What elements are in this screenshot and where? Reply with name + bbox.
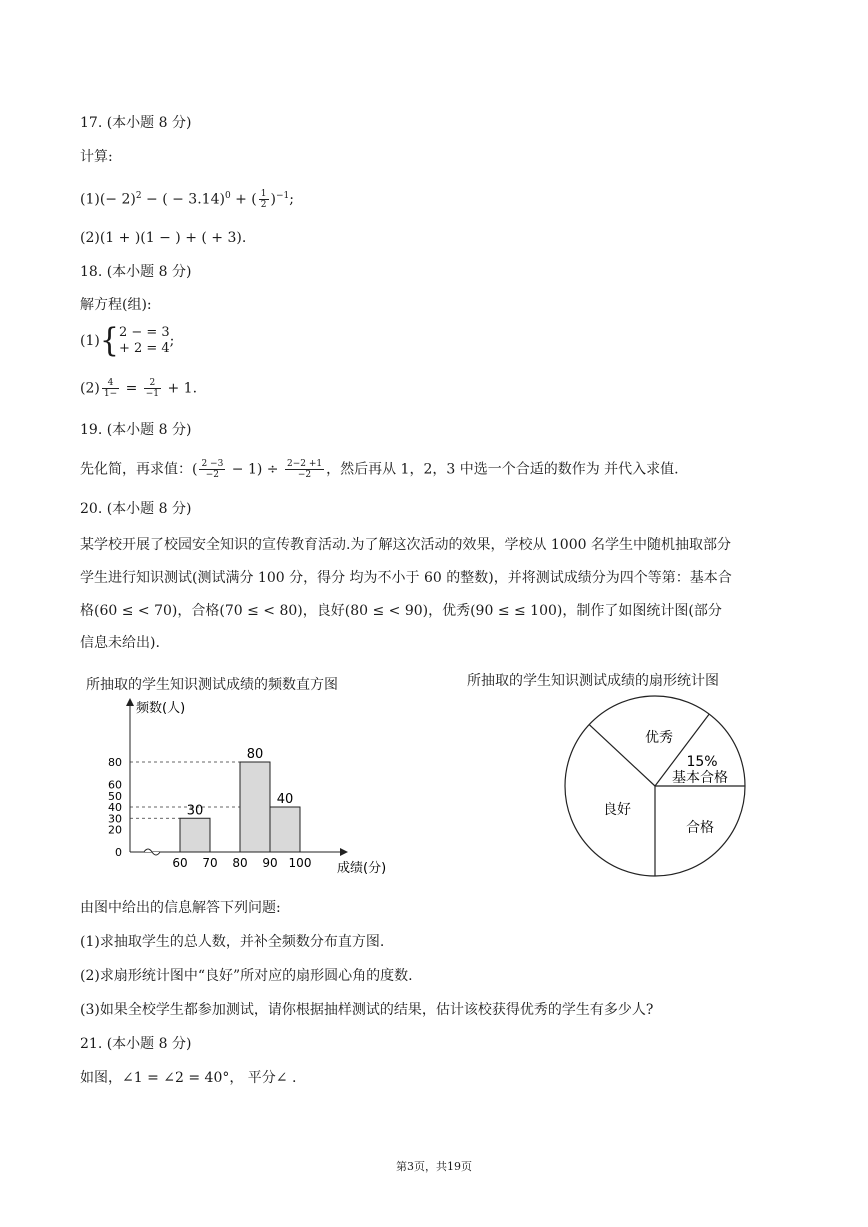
q20-para-line3: 格(60 ≤ < 70)，合格(70 ≤ < 80)，良好(80 ≤ < 90)，优秀(90 ≤ ≤ 100)，制作了如图统计图(部分: [80, 603, 722, 619]
q21-header: 21. (本小题 8 分): [80, 1036, 192, 1052]
q20-header: 20. (本小题 8 分): [80, 501, 192, 517]
pie-slice-label: 合格: [686, 820, 714, 836]
x-tick-label: 100: [288, 856, 312, 870]
bar-data-label: 80: [246, 747, 264, 762]
histogram-bar: [180, 818, 210, 852]
x-tick-label: 80: [232, 856, 248, 870]
bar-data-label: 40: [276, 792, 294, 807]
pie-slice-label: 优秀: [645, 730, 673, 746]
q18-part1: (1){ 2 − = 3 + 2 = 4 ;: [80, 321, 175, 360]
q20-question-1: (1)求抽取学生的总人数，并补全频数分布直方图.: [80, 934, 385, 950]
pie-slice-label: 良好: [603, 802, 631, 818]
q19-text: 先化简，再求值：( $\frac{2 -3}{-2}$ − 1) ÷ $\frac{2-2 +1}{-2}$ ，然后再从 1，2，3 中选一个合适的数作为 并代入求值.: [80, 459, 679, 480]
y-tick-label: 50: [108, 789, 122, 803]
y-tick-label: 40: [108, 801, 122, 814]
q17-part2: (2)(1 + )(1 − ) + ( + 3).: [80, 230, 247, 246]
y-tick-label: 0: [115, 846, 122, 859]
pie-value-label: 15%: [686, 754, 718, 770]
q17-intro: 计算:: [80, 149, 113, 165]
x-axis-label: 成绩(分): [337, 861, 387, 876]
y-tick-label: 20: [108, 823, 122, 837]
x-tick-label: 70: [202, 856, 218, 870]
y-axis-arrow: [126, 698, 134, 706]
x-axis-arrow: [340, 848, 348, 856]
pie-chart: [555, 684, 755, 884]
x-tick-label: 60: [172, 856, 188, 870]
q17-header: 17. (本小题 8 分): [80, 115, 192, 131]
q18-header: 18. (本小题 8 分): [80, 264, 192, 280]
x-axis-break: [144, 849, 160, 855]
q18-part2: (2) $\frac{4}{1-}$ = $\frac{2}{-1}$ + 1.: [80, 378, 198, 399]
q21-text: 如图，∠1 = ∠2 = 40°， 平分∠ .: [80, 1070, 297, 1086]
q19-header: 19. (本小题 8 分): [80, 422, 192, 438]
q20-para-line4: 信息未给出).: [80, 635, 160, 651]
q20-para-line1: 某学校开展了校园安全知识的宣传教育活动.为了解这次活动的效果，学校从 1000 名学生中随机抽取部分: [80, 537, 731, 553]
y-tick-label: 30: [108, 812, 122, 826]
q20-question-3: (3)如果全校学生都参加测试，请你根据抽样测试的结果，估计该校获得优秀的学生有多少人?: [80, 1002, 654, 1018]
x-tick-label: 90: [262, 856, 278, 870]
histogram-bar: [270, 807, 300, 852]
q18-intro: 解方程(组):: [80, 297, 152, 313]
y-axis-label: 频数(人): [136, 701, 186, 716]
histogram-chart: [92, 692, 422, 882]
q17-fraction: $\frac{1}{2}$: [260, 189, 267, 211]
q20-after-text: 由图中给出的信息解答下列问题:: [80, 900, 281, 916]
page-footer: 第3页，共19页: [396, 1160, 472, 1173]
bar-data-label: 30: [186, 803, 204, 819]
pie-slice-label: 基本合格: [672, 770, 728, 786]
q17-part1: $(1)(- 2)^2$ − ( − 3.14)$^0$ + ( $\frac{1}{2}$ )$^{-1}$;: [80, 189, 294, 211]
q20-question-2: (2)求扇形统计图中“良好”所对应的扇形圆心角的度数.: [80, 968, 413, 984]
q20-para-line2: 学生进行知识测试(测试满分 100 分，得分 均为不小于 60 的整数)，并将测试成绩分为四个等第：基本合: [80, 570, 732, 586]
histogram-title: 所抽取的学生知识测试成绩的频数直方图: [86, 677, 338, 693]
pie-chart-title: 所抽取的学生知识测试成绩的扇形统计图: [467, 673, 719, 689]
y-tick-label: 60: [108, 778, 122, 792]
histogram-bar: [240, 762, 270, 852]
y-tick-label: 80: [108, 756, 122, 769]
